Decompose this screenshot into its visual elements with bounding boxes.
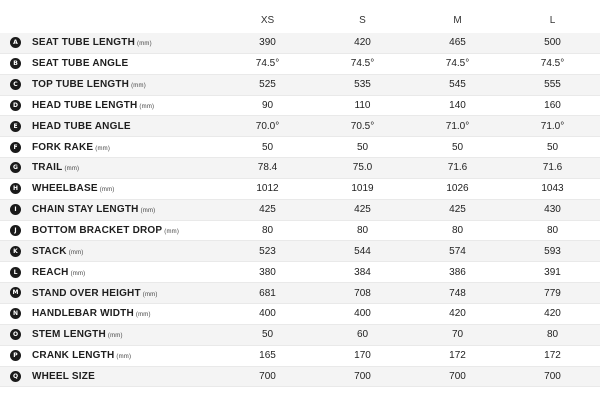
value-cell-s: 708 bbox=[315, 283, 410, 304]
table-body bbox=[0, 33, 600, 387]
header-row bbox=[0, 7, 600, 33]
row-badge-cell bbox=[0, 303, 32, 324]
row-label-cell bbox=[32, 116, 220, 137]
row-label-cell bbox=[32, 158, 220, 179]
row-label: WHEEL SIZE bbox=[32, 370, 95, 382]
row-badge-cell bbox=[0, 241, 32, 262]
row-label: TOP TUBE LENGTH bbox=[32, 79, 130, 91]
row-label: HEAD TUBE LENGTH bbox=[32, 99, 138, 111]
value-cell-xs: 390 bbox=[220, 33, 315, 53]
row-badge-cell bbox=[0, 283, 32, 304]
row-unit: (mm) bbox=[64, 166, 80, 173]
value-cell-l: 1043 bbox=[505, 178, 600, 199]
row-unit: (mm) bbox=[142, 291, 158, 298]
value-cell-m: 748 bbox=[410, 283, 505, 304]
value-cell-l: 74.5° bbox=[505, 53, 600, 74]
row-label-cell bbox=[32, 137, 220, 158]
row-letter-badge: O bbox=[10, 329, 21, 340]
value-cell-l: 555 bbox=[505, 74, 600, 95]
header-size-s: S bbox=[359, 14, 366, 26]
header-size-l: L bbox=[549, 14, 556, 26]
value-cell-xs: 523 bbox=[220, 241, 315, 262]
value-cell-m: 140 bbox=[410, 95, 505, 116]
table-row bbox=[0, 220, 600, 241]
row-label-cell bbox=[32, 366, 220, 387]
row-label-cell bbox=[32, 74, 220, 95]
row-label-cell bbox=[32, 95, 220, 116]
value-cell-xs: 380 bbox=[220, 262, 315, 283]
row-label: WHEELBASE bbox=[32, 183, 98, 195]
row-letter-badge: Q bbox=[10, 371, 21, 382]
value-cell-xs: 681 bbox=[220, 283, 315, 304]
row-letter-badge: E bbox=[10, 121, 21, 132]
row-unit: (mm) bbox=[70, 270, 86, 277]
row-letter-badge: A bbox=[10, 37, 21, 48]
value-cell-m: 80 bbox=[410, 220, 505, 241]
value-cell-l: 172 bbox=[505, 345, 600, 366]
value-cell-m: 71.0° bbox=[410, 116, 505, 137]
table-row bbox=[0, 303, 600, 324]
value-cell-l: 391 bbox=[505, 262, 600, 283]
row-badge-cell bbox=[0, 137, 32, 158]
value-cell-s: 544 bbox=[315, 241, 410, 262]
value-cell-m: 545 bbox=[410, 74, 505, 95]
value-cell-l: 593 bbox=[505, 241, 600, 262]
row-letter-badge: L bbox=[10, 267, 21, 278]
value-cell-s: 384 bbox=[315, 262, 410, 283]
row-badge-cell bbox=[0, 178, 32, 199]
row-unit: (mm) bbox=[137, 41, 152, 48]
value-cell-m: 71.6 bbox=[410, 158, 505, 179]
value-cell-xs: 50 bbox=[220, 324, 315, 345]
value-cell-xs: 50 bbox=[220, 137, 315, 158]
row-label: SEAT TUBE ANGLE bbox=[32, 58, 129, 70]
value-cell-l: 500 bbox=[505, 33, 600, 53]
value-cell-s: 80 bbox=[315, 220, 410, 241]
row-unit: (mm) bbox=[140, 208, 156, 215]
row-label-cell bbox=[32, 303, 220, 324]
row-badge-cell bbox=[0, 199, 32, 220]
value-cell-m: 50 bbox=[410, 137, 505, 158]
row-label-cell bbox=[32, 220, 220, 241]
row-label-cell bbox=[32, 33, 220, 53]
value-cell-s: 420 bbox=[315, 33, 410, 53]
value-cell-s: 170 bbox=[315, 345, 410, 366]
value-cell-xs: 700 bbox=[220, 366, 315, 387]
value-cell-xs: 425 bbox=[220, 199, 315, 220]
row-badge-cell bbox=[0, 324, 32, 345]
row-label: FORK RAKE bbox=[32, 141, 94, 153]
table-row bbox=[0, 158, 600, 179]
table-row bbox=[0, 324, 600, 345]
table-row bbox=[0, 116, 600, 137]
row-letter-badge: B bbox=[10, 58, 21, 69]
row-badge-cell bbox=[0, 345, 32, 366]
value-cell-m: 74.5° bbox=[410, 53, 505, 74]
row-label: CRANK LENGTH bbox=[32, 350, 115, 362]
value-cell-xs: 78.4 bbox=[220, 158, 315, 179]
value-cell-s: 50 bbox=[315, 137, 410, 158]
table-row bbox=[0, 137, 600, 158]
value-cell-m: 70 bbox=[410, 324, 505, 345]
row-unit: (mm) bbox=[164, 229, 180, 236]
row-letter-badge: C bbox=[10, 79, 21, 90]
table-row bbox=[0, 345, 600, 366]
value-cell-xs: 70.0° bbox=[220, 116, 315, 137]
value-cell-l: 430 bbox=[505, 199, 600, 220]
row-letter-badge: I bbox=[10, 204, 21, 215]
value-cell-s: 74.5° bbox=[315, 53, 410, 74]
value-cell-xs: 525 bbox=[220, 74, 315, 95]
row-label-cell bbox=[32, 262, 220, 283]
header-blank-label bbox=[32, 7, 220, 33]
value-cell-s: 535 bbox=[315, 74, 410, 95]
row-label-cell bbox=[32, 199, 220, 220]
value-cell-s: 425 bbox=[315, 199, 410, 220]
row-label: REACH bbox=[32, 266, 69, 278]
header-size-m: M bbox=[453, 14, 462, 26]
value-cell-s: 70.5° bbox=[315, 116, 410, 137]
value-cell-xs: 80 bbox=[220, 220, 315, 241]
row-unit: (mm) bbox=[131, 83, 146, 90]
value-cell-l: 779 bbox=[505, 283, 600, 304]
table-row bbox=[0, 33, 600, 53]
geometry-table bbox=[0, 7, 600, 387]
value-cell-s: 400 bbox=[315, 303, 410, 324]
row-letter-badge: F bbox=[10, 142, 21, 153]
row-letter-badge: D bbox=[10, 100, 21, 111]
row-badge-cell bbox=[0, 74, 32, 95]
row-label-cell bbox=[32, 241, 220, 262]
value-cell-m: 574 bbox=[410, 241, 505, 262]
value-cell-l: 50 bbox=[505, 137, 600, 158]
row-label-cell bbox=[32, 324, 220, 345]
row-unit: (mm) bbox=[116, 354, 132, 361]
table-row bbox=[0, 178, 600, 199]
value-cell-m: 700 bbox=[410, 366, 505, 387]
value-cell-l: 71.0° bbox=[505, 116, 600, 137]
value-cell-s: 110 bbox=[315, 95, 410, 116]
row-label: HANDLEBAR WIDTH bbox=[32, 308, 134, 320]
table-row bbox=[0, 199, 600, 220]
table-row bbox=[0, 262, 600, 283]
table-row bbox=[0, 95, 600, 116]
value-cell-xs: 165 bbox=[220, 345, 315, 366]
row-badge-cell bbox=[0, 262, 32, 283]
row-letter-badge: K bbox=[10, 246, 21, 257]
row-unit: (mm) bbox=[107, 333, 123, 340]
row-label: TRAIL bbox=[32, 162, 63, 174]
row-label-cell bbox=[32, 283, 220, 304]
row-label-cell bbox=[32, 178, 220, 199]
value-cell-s: 60 bbox=[315, 324, 410, 345]
row-unit: (mm) bbox=[139, 103, 155, 110]
value-cell-l: 71.6 bbox=[505, 158, 600, 179]
table-row bbox=[0, 241, 600, 262]
value-cell-s: 1019 bbox=[315, 178, 410, 199]
row-letter-badge: P bbox=[10, 350, 21, 361]
row-letter-badge: H bbox=[10, 183, 21, 194]
value-cell-m: 1026 bbox=[410, 178, 505, 199]
row-label-cell bbox=[32, 53, 220, 74]
value-cell-m: 420 bbox=[410, 303, 505, 324]
row-label: STEM LENGTH bbox=[32, 329, 106, 341]
row-label: HEAD TUBE ANGLE bbox=[32, 120, 131, 132]
value-cell-xs: 74.5° bbox=[220, 53, 315, 74]
value-cell-m: 465 bbox=[410, 33, 505, 53]
row-badge-cell bbox=[0, 33, 32, 53]
row-letter-badge: M bbox=[10, 287, 21, 298]
table-row bbox=[0, 53, 600, 74]
value-cell-l: 700 bbox=[505, 366, 600, 387]
value-cell-s: 75.0 bbox=[315, 158, 410, 179]
row-label: SEAT TUBE LENGTH bbox=[32, 37, 136, 49]
value-cell-xs: 400 bbox=[220, 303, 315, 324]
value-cell-m: 386 bbox=[410, 262, 505, 283]
header-size-xs: XS bbox=[260, 14, 275, 26]
header-blank-badge bbox=[0, 7, 32, 33]
row-letter-badge: N bbox=[10, 308, 21, 319]
row-letter-badge: G bbox=[10, 162, 21, 173]
value-cell-m: 172 bbox=[410, 345, 505, 366]
row-badge-cell bbox=[0, 53, 32, 74]
value-cell-l: 80 bbox=[505, 220, 600, 241]
row-label: CHAIN STAY LENGTH bbox=[32, 204, 139, 216]
row-label: STACK bbox=[32, 245, 67, 257]
row-badge-cell bbox=[0, 116, 32, 137]
row-letter-badge: J bbox=[10, 225, 21, 236]
value-cell-m: 425 bbox=[410, 199, 505, 220]
table-row bbox=[0, 366, 600, 387]
table-row bbox=[0, 283, 600, 304]
value-cell-xs: 90 bbox=[220, 95, 315, 116]
row-unit: (mm) bbox=[68, 249, 84, 256]
row-badge-cell bbox=[0, 158, 32, 179]
table-row bbox=[0, 74, 600, 95]
row-label: BOTTOM BRACKET DROP bbox=[32, 225, 163, 237]
row-unit: (mm) bbox=[95, 145, 111, 152]
value-cell-s: 700 bbox=[315, 366, 410, 387]
row-badge-cell bbox=[0, 220, 32, 241]
row-unit: (mm) bbox=[99, 187, 115, 194]
value-cell-l: 80 bbox=[505, 324, 600, 345]
value-cell-xs: 1012 bbox=[220, 178, 315, 199]
row-badge-cell bbox=[0, 95, 32, 116]
row-unit: (mm) bbox=[135, 312, 151, 319]
value-cell-l: 160 bbox=[505, 95, 600, 116]
row-label: STAND OVER HEIGHT bbox=[32, 287, 141, 299]
row-label-cell bbox=[32, 345, 220, 366]
row-badge-cell bbox=[0, 366, 32, 387]
value-cell-l: 420 bbox=[505, 303, 600, 324]
table-header bbox=[0, 7, 600, 33]
